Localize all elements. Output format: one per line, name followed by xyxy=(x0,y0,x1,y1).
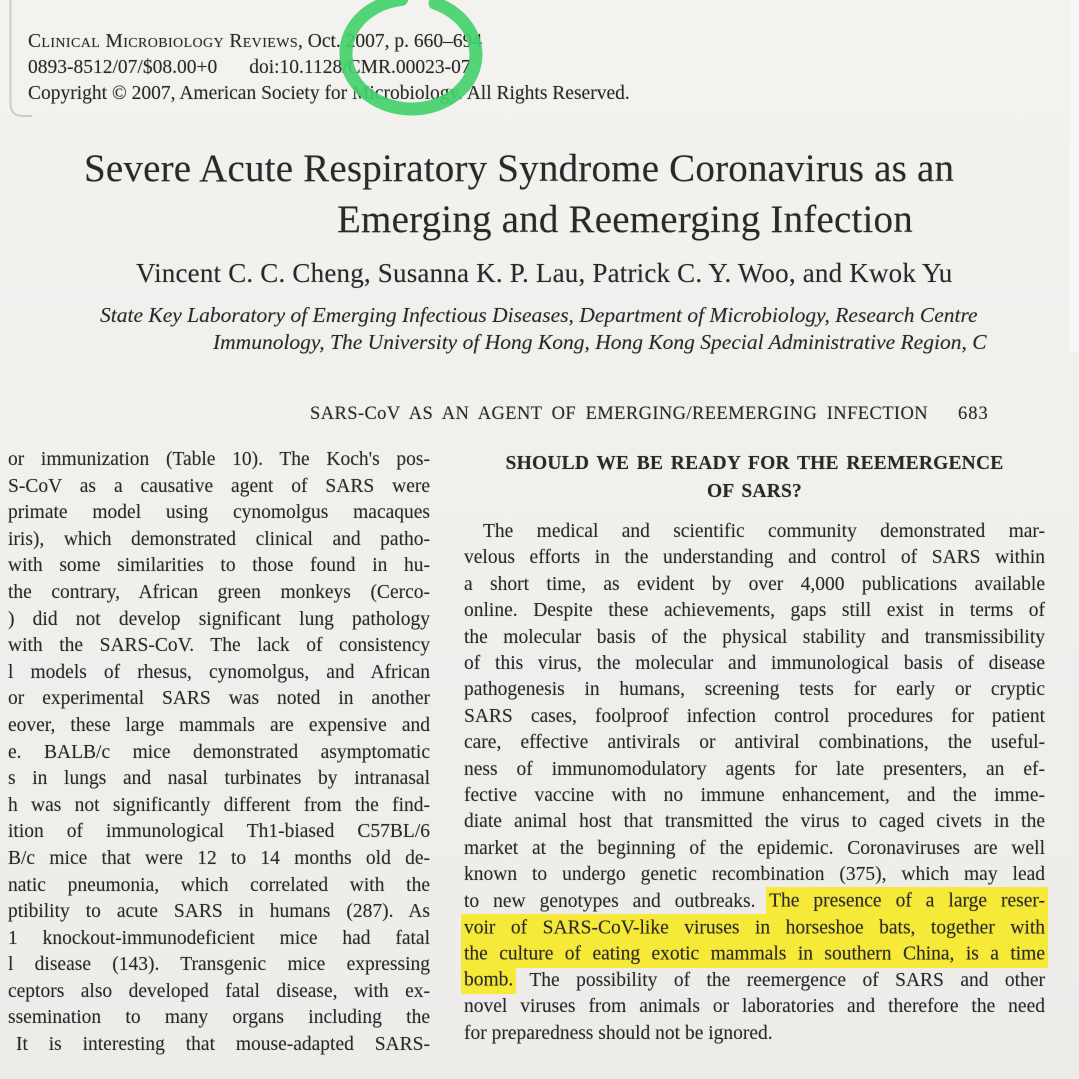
text-line: care, effective antivirals or antiviral combinations, the useful- xyxy=(464,732,1045,754)
text-line xyxy=(464,889,1045,915)
text-line: It is interesting that mouse-adapted SARS- xyxy=(16,1034,430,1056)
text-line: novel viruses from animals or laboratories and therefore the need xyxy=(464,996,1045,1018)
text-line: of this virus, the molecular and immunological basis of disease xyxy=(464,653,1045,675)
journal-name: Clinical Microbiology Reviews xyxy=(28,31,299,52)
text-line: natic pneumonia, which correlated with the xyxy=(8,874,430,896)
text-line: ition of immunological Th1-biased C57BL/6 xyxy=(8,821,430,843)
text-line: market at the beginning of the epidemic. Coronaviruses are well xyxy=(464,837,1045,859)
article-title-line1: Severe Acute Respiratory Syndrome Coronavirus as an xyxy=(84,147,955,190)
highlighted-text: voir of SARS-CoV-like viruses in horseshoe bats, together with xyxy=(464,914,1045,942)
text-line: s in lungs and nasal turbinates by intranasal xyxy=(8,768,430,790)
text-line: with the SARS-CoV. The lack of consistency xyxy=(8,635,430,657)
text-line: online. Despite these achievements, gaps still exist in terms of xyxy=(464,600,1045,622)
section-heading-line2: OF SARS? xyxy=(707,480,802,502)
text-line: the contrary, African green monkeys (Cerco- xyxy=(8,581,430,603)
text-line: ssemination to many organs including the xyxy=(8,1007,430,1029)
issue-info: , Oct. 2007, p. 660–694 xyxy=(298,31,483,52)
text-line: for preparedness should not be ignored. xyxy=(464,1022,773,1044)
text-line: B/c mice that were 12 to 14 months old de- xyxy=(8,847,430,869)
article-title-line2: Emerging and Reemerging Infection xyxy=(337,198,913,241)
page-number: 683 xyxy=(957,404,989,424)
text-line: l disease (143). Transgenic mice expressing xyxy=(8,954,430,976)
text-line: fective vaccine with no immune enhancement, and the imme- xyxy=(464,785,1045,807)
left-column xyxy=(8,447,430,1059)
running-head-title: SARS-CoV AS AN AGENT OF EMERGING/REEMERGING INFECTION xyxy=(310,404,928,424)
text-line: or experimental SARS was noted in another xyxy=(8,688,430,710)
authors-line: Vincent C. C. Cheng, Susanna K. P. Lau, Patrick C. Y. Woo, and Kwok Yu xyxy=(136,258,953,288)
text-segment: The possibility of the reemergence of SARS and other xyxy=(513,969,1045,991)
text-line xyxy=(464,968,1045,994)
text-line: h was not significantly different from the find- xyxy=(8,794,430,816)
text-line: ) did not develop significant lung pathology xyxy=(8,608,430,630)
text-line: with some similarities to those found in hu- xyxy=(8,555,430,577)
running-head xyxy=(310,404,989,425)
text-line: the molecular basis of the physical stability and transmissibility xyxy=(464,626,1045,648)
text-line: known to undergo genetic recombination (375), which may lead xyxy=(464,864,1045,886)
text-line xyxy=(464,942,1045,968)
text-line: velous efforts in the understanding and control of SARS within xyxy=(464,547,1045,569)
text-line: l models of rhesus, cynomolgus, and African xyxy=(8,661,430,683)
text-line: ness of immunomodulatory agents for late presenters, an ef- xyxy=(464,758,1045,780)
text-line: or immunization (Table 10). The Koch's pos- xyxy=(8,449,430,470)
text-line: eover, these large mammals are expensive and xyxy=(8,714,430,736)
copyright-line: Copyright © 2007, American Society for Microbiology. All Rights Reserved. xyxy=(28,83,630,104)
affiliation-line2: Immunology, The University of Hong Kong, Hong Kong Special Administrative Region, C xyxy=(213,330,987,354)
text-line: e. BALB/c mice demonstrated asymptomatic xyxy=(8,741,430,763)
text-line: ptibility to acute SARS in humans (287). As xyxy=(8,901,430,923)
text-line: iris), which demonstrated clinical and patho- xyxy=(8,528,430,550)
masthead-line xyxy=(28,31,482,53)
text-line: 1 knockout-immunodeficient mice had fatal xyxy=(8,927,430,949)
section-heading-line1: SHOULD WE BE READY FOR THE REEMERGENCE xyxy=(505,453,1004,474)
text-line: S-CoV as a causative agent of SARS were xyxy=(8,475,430,497)
highlighted-text: bomb. xyxy=(464,966,513,994)
text-line: a short time, as evident by over 4,000 publications available xyxy=(464,573,1045,595)
doi-text: doi:10.1128/CMR.00023-07 xyxy=(249,57,471,78)
highlighted-text: The presence of a large reser- xyxy=(769,887,1045,915)
text-line: SARS cases, foolproof infection control procedures for patient xyxy=(464,705,1045,727)
text-line: The medical and scientific community demonstrated mar- xyxy=(483,521,1045,542)
text-line: pathogenesis in humans, screening tests for early or cryptic xyxy=(464,679,1045,701)
right-column xyxy=(464,519,1045,1047)
section-heading xyxy=(464,450,1045,505)
issn-fee: 0893-8512/07/$08.00+0 xyxy=(28,57,218,78)
issn-doi-line xyxy=(28,57,471,79)
text-segment: to new genotypes and outbreaks. xyxy=(464,890,770,912)
photo-edge-strip xyxy=(1070,0,1079,352)
highlighted-text: the culture of eating exotic mammals in southern China, is a time xyxy=(464,940,1045,968)
affiliation-line1: State Key Laboratory of Emerging Infectious Diseases, Department of Microbiology, Research Centre xyxy=(100,303,978,327)
text-line: diate animal host that transmitted the virus to caged civets in the xyxy=(464,811,1045,833)
text-line: ceptors also developed fatal disease, with ex- xyxy=(8,980,430,1002)
text-line xyxy=(464,915,1045,941)
text-line: primate model using cynomolgus macaques xyxy=(8,502,430,524)
